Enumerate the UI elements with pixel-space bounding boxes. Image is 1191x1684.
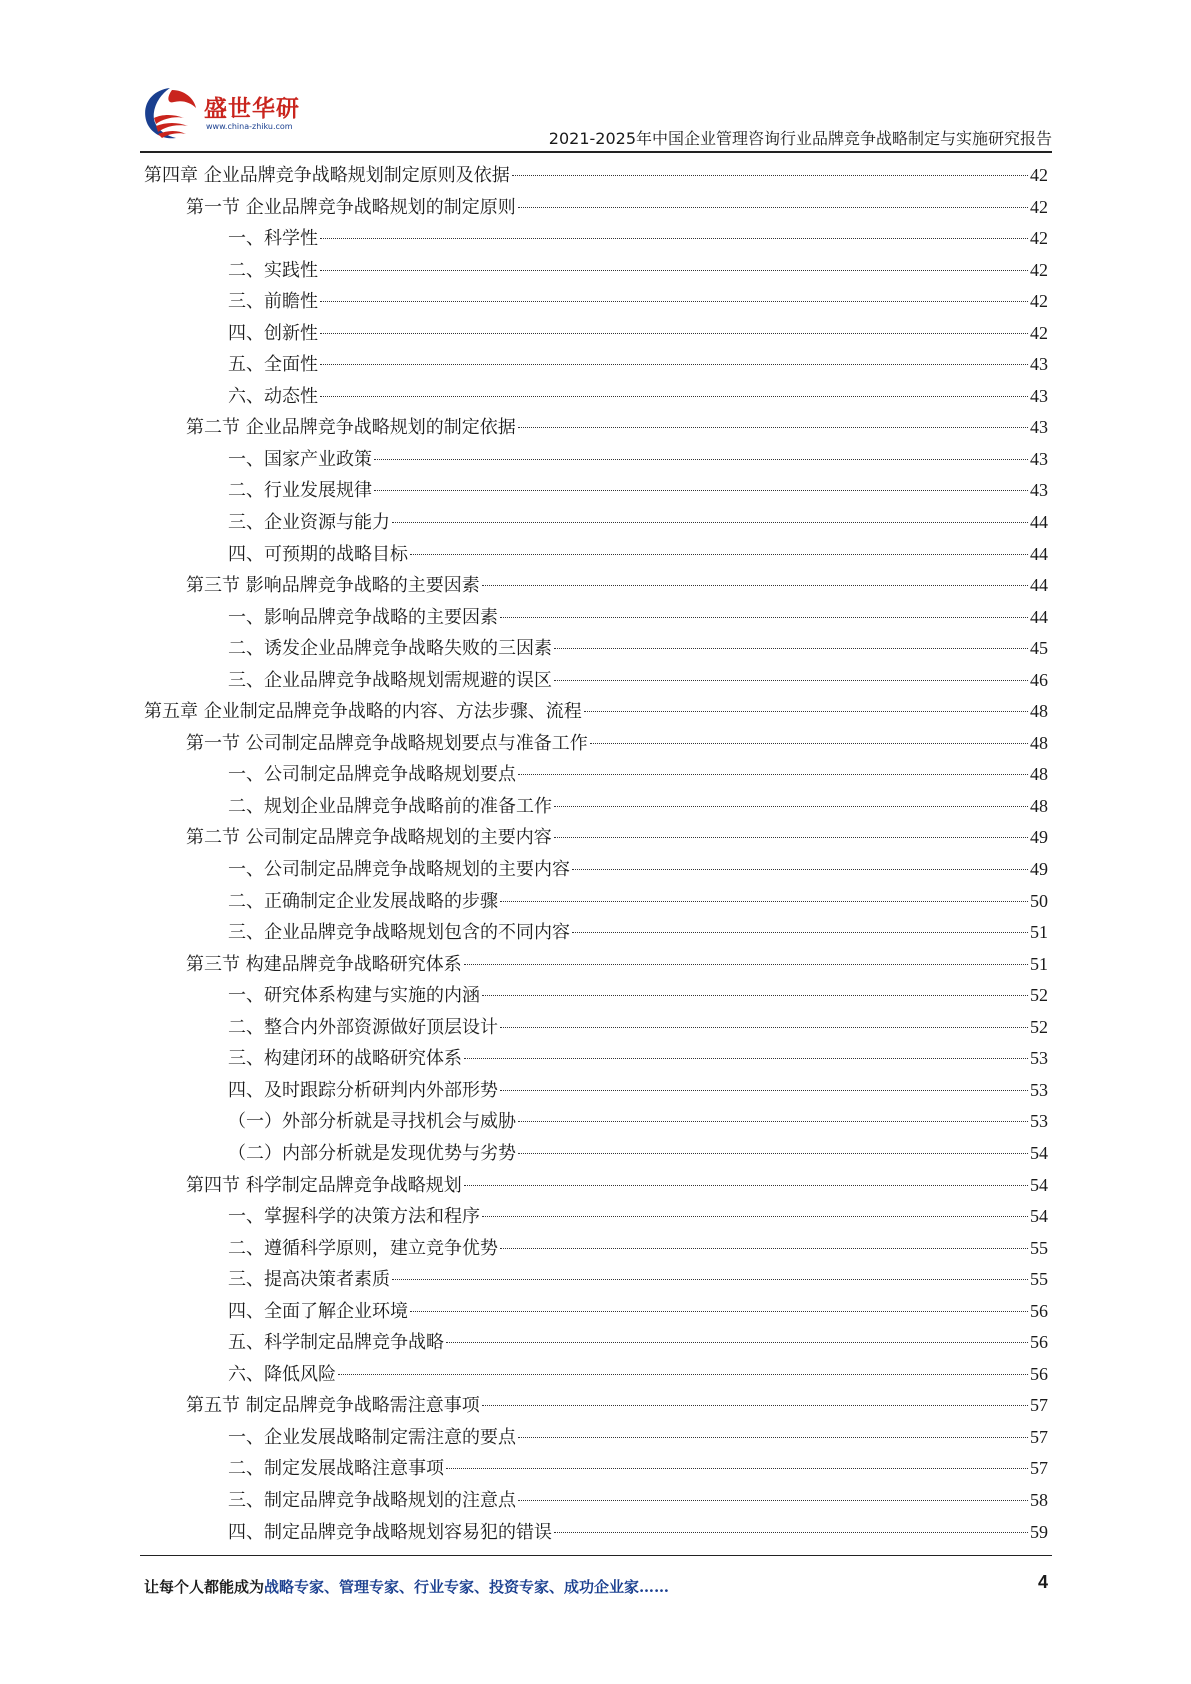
- toc-entry[interactable]: [144, 1233, 1048, 1265]
- toc-entry-page: 48: [1030, 795, 1048, 816]
- toc-entry-label: 六、动态性: [228, 385, 318, 407]
- toc-entry-label: 四、创新性: [228, 322, 318, 344]
- toc-entry[interactable]: [144, 1201, 1048, 1233]
- toc-entry[interactable]: [144, 1453, 1048, 1485]
- toc-entry[interactable]: [144, 949, 1048, 981]
- toc-entry-label: 三、构建闭环的战略研究体系: [228, 1048, 462, 1070]
- toc-dot-leader: [338, 1374, 1028, 1375]
- toc-entry-page: 53: [1030, 1079, 1048, 1100]
- toc-entry[interactable]: [144, 917, 1048, 949]
- toc-dot-leader: [464, 1185, 1028, 1186]
- company-logo: [140, 84, 310, 144]
- toc-entry-label: （二）内部分析就是发现优势与劣势: [228, 1142, 516, 1164]
- toc-entry-label: 二、实践性: [228, 259, 318, 281]
- toc-entry-page: 44: [1030, 512, 1048, 533]
- toc-entry-page: 44: [1030, 543, 1048, 564]
- toc-entry[interactable]: [144, 602, 1048, 634]
- toc-entry-page: 50: [1030, 890, 1048, 911]
- toc-entry-page: 57: [1030, 1395, 1048, 1416]
- toc-dot-leader: [518, 774, 1028, 775]
- toc-entry-page: 42: [1030, 196, 1048, 217]
- toc-entry[interactable]: [144, 1327, 1048, 1359]
- toc-entry[interactable]: [144, 1422, 1048, 1454]
- toc-dot-leader: [518, 1500, 1028, 1501]
- toc-entry-page: 55: [1030, 1237, 1048, 1258]
- toc-entry[interactable]: [144, 1012, 1048, 1044]
- toc-dot-leader: [392, 1279, 1028, 1280]
- toc-entry-page: 46: [1030, 669, 1048, 690]
- toc-entry[interactable]: [144, 1296, 1048, 1328]
- toc-entry-page: 48: [1030, 764, 1048, 785]
- toc-entry-page: 43: [1030, 417, 1048, 438]
- toc-dot-leader: [572, 932, 1028, 933]
- toc-entry-label: 一、研究体系构建与实施的内涵: [228, 985, 480, 1007]
- toc-entry[interactable]: [144, 759, 1048, 791]
- toc-entry-page: 51: [1030, 922, 1048, 943]
- toc-entry-page: 56: [1030, 1363, 1048, 1384]
- toc-entry-label: 第五节 制定品牌竞争战略需注意事项: [186, 1395, 480, 1417]
- toc-entry[interactable]: [144, 1170, 1048, 1202]
- toc-entry-label: 一、公司制定品牌竞争战略规划要点: [228, 764, 516, 786]
- toc-entry[interactable]: [144, 791, 1048, 823]
- logo-text: 盛世华研: [204, 96, 300, 122]
- toc-entry-page: 51: [1030, 953, 1048, 974]
- toc-entry-page: 44: [1030, 606, 1048, 627]
- toc-dot-leader: [320, 364, 1028, 365]
- toc-entry-page: 54: [1030, 1174, 1048, 1195]
- toc-entry-label: 二、行业发展规律: [228, 480, 372, 502]
- toc-entry[interactable]: [144, 1264, 1048, 1296]
- header-divider: [140, 151, 1052, 153]
- toc-entry-label: 二、正确制定企业发展战略的步骤: [228, 890, 498, 912]
- toc-dot-leader: [500, 901, 1028, 902]
- toc-entry[interactable]: [144, 1485, 1048, 1517]
- toc-dot-leader: [554, 806, 1028, 807]
- toc-entry-label: 四、全面了解企业环境: [228, 1300, 408, 1322]
- toc-entry-label: 四、可预期的战略目标: [228, 543, 408, 565]
- toc-entry-label: 第三节 影响品牌竞争战略的主要因素: [186, 575, 480, 597]
- toc-entry-label: 三、制定品牌竞争战略规划的注意点: [228, 1489, 516, 1511]
- toc-dot-leader: [482, 995, 1028, 996]
- toc-entry-label: 第五章 企业制定品牌竞争战略的内容、方法步骤、流程: [144, 701, 582, 723]
- toc-entry-page: 49: [1030, 827, 1048, 848]
- toc-dot-leader: [512, 175, 1028, 176]
- toc-entry-label: 一、企业发展战略制定需注意的要点: [228, 1426, 516, 1448]
- toc-dot-leader: [320, 333, 1028, 334]
- toc-entry-label: 第四章 企业品牌竞争战略规划制定原则及依据: [144, 165, 510, 186]
- toc-entry[interactable]: [144, 1517, 1048, 1549]
- toc-entry[interactable]: [144, 160, 1048, 192]
- toc-entry-label: 第三节 构建品牌竞争战略研究体系: [186, 953, 462, 975]
- toc-entry-page: 57: [1030, 1458, 1048, 1479]
- toc-entry[interactable]: [144, 1075, 1048, 1107]
- toc-dot-leader: [410, 1311, 1028, 1312]
- toc-entry-page: 56: [1030, 1332, 1048, 1353]
- toc-entry-page: 43: [1030, 480, 1048, 501]
- toc-dot-leader: [392, 522, 1028, 523]
- toc-dot-leader: [590, 743, 1028, 744]
- toc-entry-label: 一、影响品牌竞争战略的主要因素: [228, 606, 498, 628]
- toc-entry[interactable]: [144, 349, 1048, 381]
- toc-entry-page: 43: [1030, 448, 1048, 469]
- toc-entry[interactable]: [144, 381, 1048, 413]
- toc-dot-leader: [500, 617, 1028, 618]
- toc-entry[interactable]: [144, 475, 1048, 507]
- toc-entry-label: 第二节 企业品牌竞争战略规划的制定依据: [186, 417, 516, 439]
- toc-entry[interactable]: [144, 223, 1048, 255]
- toc-entry-page: 45: [1030, 638, 1048, 659]
- toc-dot-leader: [572, 869, 1028, 870]
- toc-entry-label: 三、前瞻性: [228, 291, 318, 313]
- toc-dot-leader: [500, 1027, 1028, 1028]
- toc-entry-page: 57: [1030, 1426, 1048, 1447]
- toc-entry-label: 二、规划企业品牌竞争战略前的准备工作: [228, 795, 552, 817]
- toc-entry[interactable]: [144, 192, 1048, 224]
- toc-entry-label: 一、公司制定品牌竞争战略规划的主要内容: [228, 859, 570, 881]
- toc-entry-label: 二、制定发展战略注意事项: [228, 1458, 444, 1480]
- toc-dot-leader: [500, 1090, 1028, 1091]
- toc-dot-leader: [374, 490, 1028, 491]
- toc-entry-page: 53: [1030, 1111, 1048, 1132]
- toc-entry-page: 42: [1030, 322, 1048, 343]
- toc-entry[interactable]: [144, 822, 1048, 854]
- toc-entry-page: 54: [1030, 1206, 1048, 1227]
- toc-entry-page: 42: [1030, 291, 1048, 312]
- toc-entry[interactable]: [144, 539, 1048, 571]
- toc-entry[interactable]: [144, 1043, 1048, 1075]
- toc-entry-page: 56: [1030, 1300, 1048, 1321]
- toc-entry-label: 四、制定品牌竞争战略规划容易犯的错误: [228, 1521, 552, 1543]
- toc-entry-label: 四、及时跟踪分析研判内外部形势: [228, 1079, 498, 1101]
- toc-dot-leader: [554, 1532, 1028, 1533]
- toc-entry[interactable]: [144, 286, 1048, 318]
- toc-entry[interactable]: [144, 444, 1048, 476]
- toc-entry-label: 三、提高决策者素质: [228, 1269, 390, 1291]
- toc-dot-leader: [554, 837, 1028, 838]
- toc-dot-leader: [500, 1248, 1028, 1249]
- toc-entry[interactable]: [144, 665, 1048, 697]
- toc-entry-page: 59: [1030, 1521, 1048, 1542]
- toc-entry[interactable]: [144, 980, 1048, 1012]
- toc-dot-leader: [482, 1405, 1028, 1406]
- toc-entry-label: 二、整合内外部资源做好顶层设计: [228, 1016, 498, 1038]
- toc-entry-page: 43: [1030, 354, 1048, 375]
- toc-entry-label: 三、企业品牌竞争战略规划包含的不同内容: [228, 922, 570, 944]
- toc-entry[interactable]: [144, 1106, 1048, 1138]
- toc-entry-page: 58: [1030, 1489, 1048, 1510]
- toc-dot-leader: [320, 301, 1028, 302]
- toc-entry-page: 42: [1030, 228, 1048, 249]
- toc-entry[interactable]: [144, 1390, 1048, 1422]
- toc-entry-label: 第二节 公司制定品牌竞争战略规划的主要内容: [186, 827, 552, 849]
- table-of-contents: [144, 160, 1048, 1548]
- toc-entry-page: 48: [1030, 732, 1048, 753]
- toc-dot-leader: [446, 1468, 1028, 1469]
- toc-entry-page: 43: [1030, 385, 1048, 406]
- toc-entry-label: 二、诱发企业品牌竞争战略失败的三因素: [228, 638, 552, 660]
- toc-dot-leader: [410, 554, 1028, 555]
- toc-entry[interactable]: [144, 696, 1048, 728]
- toc-dot-leader: [482, 585, 1028, 586]
- page-number: 4: [1037, 1572, 1048, 1592]
- toc-entry-label: 三、企业品牌竞争战略规划需规避的误区: [228, 669, 552, 691]
- toc-entry-page: 52: [1030, 1016, 1048, 1037]
- toc-entry[interactable]: [144, 633, 1048, 665]
- toc-entry-label: 一、科学性: [228, 228, 318, 250]
- toc-entry-label: 第四节 科学制定品牌竞争战略规划: [186, 1174, 462, 1196]
- toc-dot-leader: [518, 427, 1028, 428]
- report-title: 2021-2025年中国企业管理咨询行业品牌竞争战略制定与实施研究报告: [548, 129, 1052, 148]
- toc-entry-label: 第一节 企业品牌竞争战略规划的制定原则: [186, 196, 516, 218]
- toc-entry-page: 54: [1030, 1142, 1048, 1163]
- toc-dot-leader: [554, 680, 1028, 681]
- toc-entry-label: 一、掌握科学的决策方法和程序: [228, 1206, 480, 1228]
- toc-entry[interactable]: [144, 255, 1048, 287]
- toc-entry[interactable]: [144, 570, 1048, 602]
- page-header: [140, 78, 1052, 148]
- toc-entry[interactable]: [144, 507, 1048, 539]
- toc-entry[interactable]: [144, 854, 1048, 886]
- toc-dot-leader: [320, 238, 1028, 239]
- slogan-lead: 让每个人都能成为: [144, 1578, 265, 1596]
- toc-dot-leader: [554, 648, 1028, 649]
- toc-entry[interactable]: [144, 318, 1048, 350]
- toc-dot-leader: [518, 1153, 1028, 1154]
- toc-entry-label: 六、降低风险: [228, 1363, 336, 1385]
- toc-entry[interactable]: [144, 1359, 1048, 1391]
- footer-divider: [140, 1555, 1052, 1556]
- logo-emblem-icon: [140, 84, 204, 144]
- toc-dot-leader: [464, 1058, 1028, 1059]
- footer-slogan: [144, 1576, 669, 1597]
- toc-entry-page: 49: [1030, 859, 1048, 880]
- toc-dot-leader: [320, 270, 1028, 271]
- toc-entry-label: 一、国家产业政策: [228, 448, 372, 470]
- toc-entry-page: 44: [1030, 575, 1048, 596]
- toc-entry-page: 55: [1030, 1269, 1048, 1290]
- toc-dot-leader: [518, 1437, 1028, 1438]
- toc-entry-label: （一）外部分析就是寻找机会与威胁: [228, 1111, 516, 1133]
- logo-url: www.china-zhiku.com: [206, 122, 293, 131]
- toc-entry-page: 42: [1030, 165, 1048, 185]
- toc-dot-leader: [374, 459, 1028, 460]
- toc-entry-label: 第一节 公司制定品牌竞争战略规划要点与准备工作: [186, 732, 588, 754]
- toc-entry[interactable]: [144, 1138, 1048, 1170]
- toc-dot-leader: [584, 711, 1028, 712]
- toc-entry-page: 48: [1030, 701, 1048, 722]
- toc-entry-page: 53: [1030, 1048, 1048, 1069]
- toc-entry-page: 42: [1030, 259, 1048, 280]
- toc-entry[interactable]: [144, 886, 1048, 918]
- toc-dot-leader: [464, 964, 1028, 965]
- toc-dot-leader: [518, 1121, 1028, 1122]
- toc-entry-label: 三、企业资源与能力: [228, 512, 390, 534]
- toc-entry-label: 五、科学制定品牌竞争战略: [228, 1332, 444, 1354]
- toc-entry-label: 五、全面性: [228, 354, 318, 376]
- toc-entry[interactable]: [144, 412, 1048, 444]
- toc-dot-leader: [320, 396, 1028, 397]
- slogan-emphasis: 战略专家、管理专家、行业专家、投资专家、成功企业家……: [264, 1578, 670, 1596]
- toc-dot-leader: [482, 1216, 1028, 1217]
- toc-dot-leader: [518, 207, 1028, 208]
- toc-entry-label: 二、遵循科学原则，建立竞争优势: [228, 1237, 498, 1259]
- toc-entry[interactable]: [144, 728, 1048, 760]
- toc-dot-leader: [446, 1342, 1028, 1343]
- toc-entry-page: 52: [1030, 985, 1048, 1006]
